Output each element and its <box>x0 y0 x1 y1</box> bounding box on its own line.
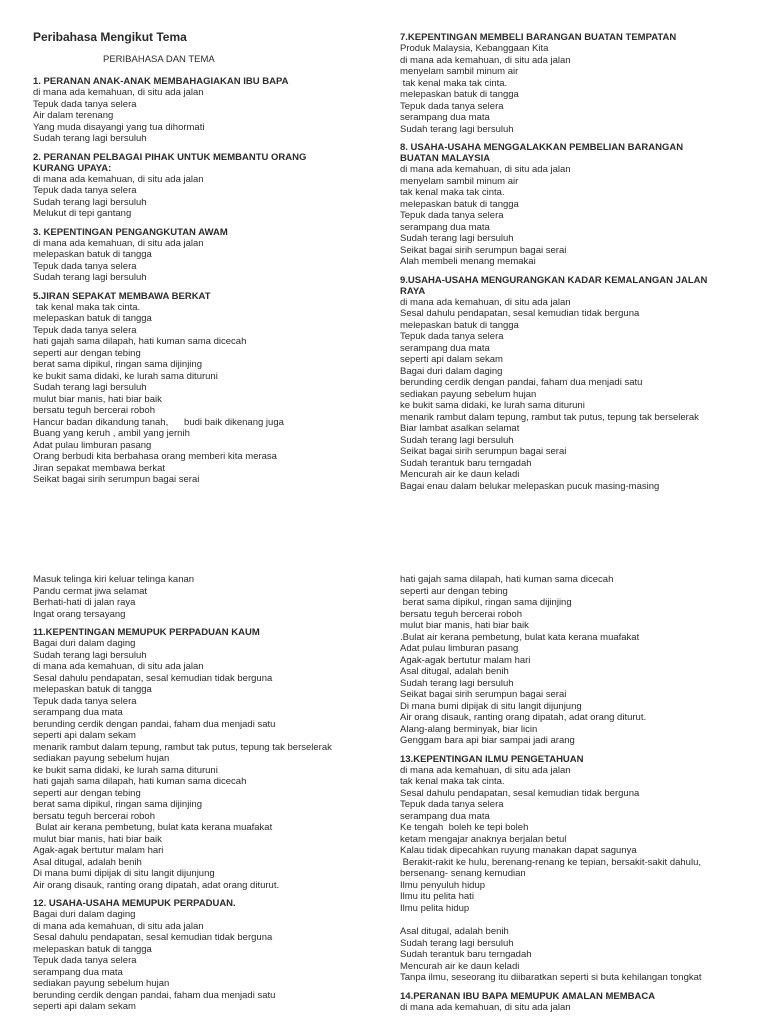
proverb-line: Sesal dahulu pendapatan, sesal kemudian tidak berguna <box>33 932 273 943</box>
proverb-line: mulut biar manis, hati biar baik <box>33 833 162 845</box>
proverb-line: di mana ada kemahuan, di situ ada jalan <box>400 54 571 66</box>
proverb-line: di mana ada kemahuan, di situ ada jalan <box>33 661 204 672</box>
proverb-line: Sesal dahulu pendapatan, sesal kemudian tidak berguna <box>33 672 273 684</box>
proverb-line: Sudah terang lagi bersuluh <box>400 937 514 949</box>
proverb-section <box>33 291 373 486</box>
proverb-line: mulut biar manis, hati biar baik <box>33 393 162 405</box>
proverb-line: sediakan payung sebelum hujan <box>33 978 170 989</box>
proverb-line: Adat pulau limburan pasang <box>33 439 152 451</box>
proverb-line: serampang dua mata <box>400 221 490 233</box>
document-subtitle: PERIBAHASA DAN TEMA <box>103 54 215 65</box>
proverb-line: menarik rambut dalam tepung, rambut tak putus, tepung tak berselerak <box>33 741 332 753</box>
section-title: 3. KEPENTINGAN PENGANGKUTAN AWAM <box>33 226 228 238</box>
section-title: 12. USAHA-USAHA MEMUPUK PERPADUAN. <box>33 898 236 909</box>
proverb-line: Sudah terang lagi bersuluh <box>400 677 514 689</box>
proverb-line: Seikat bagai sirih serumpun bagai serai <box>400 689 567 700</box>
section-title: 8. USAHA-USAHA MENGGALAKKAN PEMBELIAN BARANGAN BUATAN MALAYSIA <box>400 142 684 164</box>
proverb-line: Mencurah air ke daun keladi <box>400 469 520 480</box>
proverb-line: Seikat bagai sirih serumpun bagai serai <box>33 474 200 485</box>
proverb-line: serampang dua mata <box>33 966 123 978</box>
proverb-line: Agak-agak bertutur malam hari <box>33 845 164 856</box>
proverb-line: Sudah terang lagi bersuluh <box>33 133 147 144</box>
proverb-line: mulut biar manis, hati biar baik <box>400 620 529 631</box>
page-2-left-column <box>33 574 373 1024</box>
proverb-section <box>400 991 740 1014</box>
proverb-line: Sudah terantuk baru terngadah <box>400 949 532 960</box>
proverb-line: menyelam sambil minum air <box>400 175 519 187</box>
page-1-left-column <box>33 30 373 515</box>
proverb-line: Tepuk dada tanya selera <box>400 100 504 112</box>
section-title: 2. PERANAN PELBAGAI PIHAK UNTUK MEMBANTU ORANG KURANG UPAYA: <box>33 151 307 174</box>
proverb-line: Ilmu penyuluh hidup <box>400 879 486 891</box>
proverb-line: tak kenal maka tak cinta. <box>400 77 508 89</box>
proverb-line: menyelam sambil minum air <box>400 66 519 77</box>
section-title: 1. PERANAN ANAK-ANAK MEMBAHAGIAKAN IBU BAPA <box>33 76 289 87</box>
proverb-line: Seikat bagai sirih serumpun bagai serai <box>400 244 567 256</box>
proverb-section <box>400 754 740 984</box>
proverb-line: di mana ada kemahuan, di situ ada jalan <box>400 164 571 175</box>
sections-container <box>33 76 373 486</box>
proverb-line: Tanpa ilmu, seseorang itu diibaratkan seperti si buta kehilangan tongkat <box>400 972 702 983</box>
proverb-line: Bagai enau dalam belukar melepaskan pucuk masing-masing <box>400 480 660 492</box>
proverb-line: Ke tengah boleh ke tepi boleh <box>400 822 529 833</box>
proverb-line: Asal ditugal, adalah benih <box>400 926 509 937</box>
proverb-line: Sudah terang lagi bersuluh <box>33 196 147 208</box>
proverb-line: Melukut di tepi gantang <box>33 208 132 219</box>
proverb-line: Sudah terang lagi bersuluh <box>400 233 514 244</box>
proverb-line: Bagai duri dalam daging <box>33 909 136 920</box>
proverb-section <box>400 32 740 135</box>
proverb-line: Di mana bumi dipijak di situ langit dijunjung <box>33 868 215 879</box>
proverb-line: bersatu teguh bercerai roboh <box>33 810 155 822</box>
proverb-line: Sudah terantuk baru terngadah <box>400 457 532 469</box>
proverb-line: .Bulat air kerana pembetung, bulat kata kerana muafakat <box>400 631 640 643</box>
page-2 <box>0 574 768 1024</box>
proverb-line: Air orang disauk, ranting orang dipatah, adat orang diturut. <box>33 879 280 891</box>
proverb-line: ketam mengajar anaknya berjalan betul <box>400 833 567 845</box>
proverb-line: serampang dua mata <box>400 342 490 354</box>
proverb-line: Sudah terang lagi bersuluh <box>33 272 147 283</box>
proverb-line: Buang yang keruh , ambil yang jernih <box>33 428 190 439</box>
proverb-line: tak kenal maka tak cinta. <box>33 301 141 313</box>
section-title: 7.KEPENTINGAN MEMBELI BARANGAN BUATAN TEMPATAN <box>400 32 677 43</box>
proverb-line: berunding cerdik dengan pandai, faham dua menjadi satu <box>400 377 643 388</box>
section-title: 9.USAHA-USAHA MENGURANGKAN KADAR KEMALANGAN JALAN RAYA <box>400 274 708 297</box>
proverb-line: seperti api dalam sekam <box>33 730 136 741</box>
proverb-line: Tepuk dada tanya selera <box>400 210 504 221</box>
proverb-line: di mana ada kemahuan, di situ ada jalan <box>33 87 204 98</box>
proverb-line: Bagai duri dalam daging <box>33 638 136 649</box>
proverb-line: Di mana bumi dipijak di situ langit dijunjung <box>400 700 582 712</box>
proverb-line: Alah membeli menang memakai <box>400 256 536 267</box>
proverb-section <box>33 152 373 220</box>
proverb-line: Tepuk dada tanya selera <box>33 324 137 336</box>
proverb-line: menarik rambut dalam tepung, rambut tak putus, tepung tak berselerak <box>400 411 699 423</box>
proverb-section <box>33 227 373 284</box>
proverb-line: Sesal dahulu pendapatan, sesal kemudian tidak berguna <box>400 787 640 799</box>
proverb-line: hati gajah sama dilapah, hati kuman sama dicecah <box>33 336 247 347</box>
proverb-line: hati gajah sama dilapah, hati kuman sama dicecah <box>400 574 614 585</box>
proverb-line: Bulat air kerana pembetung, bulat kata kerana muafakat <box>33 822 273 833</box>
proverb-line: tak kenal maka tak cinta. <box>400 187 505 198</box>
proverb-line: Alang-alang berminyak, biar licin <box>400 723 538 735</box>
proverb-line: tak kenal maka tak cinta. <box>400 776 505 787</box>
proverb-line: Asal ditugal, adalah benih <box>33 856 142 868</box>
proverb-line: Kalau tidak dipecahkan ruyung manakan dapat sagunya <box>400 845 637 856</box>
proverb-line: Adat pulau limburan pasang <box>400 643 519 654</box>
proverb-line: Sudah terang lagi bersuluh <box>33 649 147 661</box>
page-2-right-column <box>400 574 740 1024</box>
proverb-line: melepaskan batuk di tangga <box>33 313 152 324</box>
proverb-section <box>400 142 740 268</box>
proverb-line: Tepuk dada tanya selera <box>33 98 137 110</box>
proverb-line: melepaskan batuk di tangga <box>400 198 519 210</box>
proverb-section <box>33 898 373 1013</box>
proverb-line: Air dalam terenang <box>33 110 114 121</box>
proverb-line: Genggam bara api biar sampai jadi arang <box>400 735 575 746</box>
proverb-line: bersatu teguh bercerai roboh <box>400 608 522 620</box>
proverb-line: melepaskan batuk di tangga <box>33 943 152 955</box>
proverb-section <box>33 76 373 145</box>
proverb-line: Asal ditugal, adalah benih <box>400 666 509 677</box>
proverb-line: melepaskan batuk di tangga <box>33 249 152 260</box>
proverb-line: Tepuk dada tanya selera <box>33 260 137 272</box>
proverb-line: ke bukit sama didaki, ke lurah sama dituruni <box>33 764 218 776</box>
proverb-line: Jiran sepakat membawa berkat <box>33 462 166 474</box>
blank-line <box>400 914 740 926</box>
proverb-line: sediakan payung sebelum hujan <box>400 388 537 400</box>
proverb-line: serampang dua mata <box>33 707 123 718</box>
proverb-line: ke bukit sama didaki, ke lurah sama dituruni <box>33 370 218 382</box>
sections-container <box>400 32 740 492</box>
proverb-line: berunding cerdik dengan pandai, faham dua menjadi satu <box>33 718 276 730</box>
proverb-line: Yang muda disayangi yang tua dihormati <box>33 121 205 133</box>
proverb-line: Produk Malaysia, Kebanggaan Kita <box>400 43 549 54</box>
proverb-line: Sudah terang lagi bersuluh <box>33 382 147 393</box>
proverb-line: Ingat orang tersayang <box>33 608 126 620</box>
proverb-line: Sudah terang lagi bersuluh <box>400 434 514 446</box>
proverb-line: Hancur badan dikandung tanah, budi baik dikenang juga <box>33 416 284 428</box>
section-title: 11.KEPENTINGAN MEMUPUK PERPADUAN KAUM <box>33 627 260 638</box>
proverb-line: Biar lambat asalkan selamat <box>400 423 520 434</box>
proverb-line: Seikat bagai sirih serumpun bagai serai <box>400 446 567 457</box>
proverb-line: bersatu teguh bercerai roboh <box>33 405 155 416</box>
proverb-line: Tepuk dada tanya selera <box>33 185 137 196</box>
proverb-line: Agak-agak bertutur malam hari <box>400 654 531 666</box>
proverb-line: seperti aur dengan tebing <box>400 585 508 597</box>
proverb-line: Masuk telinga kiri keluar telinga kanan <box>33 574 195 585</box>
proverb-line: Mencurah air ke daun keladi <box>400 960 520 972</box>
proverb-line: Pandu cermat jiwa selamat <box>33 585 148 597</box>
proverb-line: berat sama dipikul, ringan sama dijinjing <box>400 597 572 608</box>
proverb-line: ke bukit sama didaki, ke lurah sama dituruni <box>400 400 585 411</box>
proverb-line: di mana ada kemahuan, di situ ada jalan <box>33 920 204 932</box>
proverb-section <box>400 275 740 493</box>
proverb-line: Air orang disauk, ranting orang dipatah, adat orang diturut. <box>400 712 647 723</box>
proverb-line: Tepuk dada tanya selera <box>400 799 504 810</box>
proverb-line: di mana ada kemahuan, di situ ada jalan <box>33 237 204 249</box>
proverb-line: berunding cerdik dengan pandai, faham dua menjadi satu <box>33 989 276 1001</box>
proverb-line: seperti aur dengan tebing <box>33 787 141 799</box>
proverb-line: Ilmu pelita hidup <box>400 902 470 914</box>
proverb-line: di mana ada kemahuan, di situ ada jalan <box>400 764 571 776</box>
proverb-line: Tepuk dada tanya selera <box>33 955 137 966</box>
proverb-line: Berhati-hati di jalan raya <box>33 597 136 608</box>
proverb-section <box>33 627 373 891</box>
page-1-right-column <box>400 32 740 517</box>
proverb-line: melepaskan batuk di tangga <box>400 319 519 331</box>
proverb-line: bersenang- senang kemudian <box>400 868 526 879</box>
proverb-line: Tepuk dada tanya selera <box>400 331 504 342</box>
section-title: 14.PERANAN IBU BAPA MEMUPUK AMALAN MEMBACA <box>400 990 656 1002</box>
proverb-line: seperti aur dengan tebing <box>33 347 141 359</box>
proverb-section <box>33 574 373 620</box>
proverb-line: di mana ada kemahuan, di situ ada jalan <box>33 173 204 185</box>
proverb-line: serampang dua mata <box>400 810 490 822</box>
proverb-line: Sesal dahulu pendapatan, sesal kemudian tidak berguna <box>400 308 640 319</box>
proverb-line: Orang berbudi kita berbahasa orang memberi kita merasa <box>33 451 277 462</box>
proverb-line: melepaskan batuk di tangga <box>33 684 152 695</box>
proverb-line: Berakit-rakit ke hulu, berenang-renang ke tepian, bersakit-sakit dahulu, <box>400 856 702 868</box>
proverb-line: di mana ada kemahuan, di situ ada jalan <box>400 1001 571 1013</box>
sections-container <box>400 574 740 1013</box>
proverb-line: Bagai duri dalam daging <box>400 365 503 377</box>
proverb-line: Tepuk dada tanya selera <box>33 695 137 707</box>
proverb-line: berat sama dipikul, ringan sama dijinjing <box>33 799 202 810</box>
section-title: 5.JIRAN SEPAKAT MEMBAWA BERKAT <box>33 290 211 302</box>
proverb-line: melepaskan batuk di tangga <box>400 89 519 100</box>
proverb-line: berat sama dipikul, ringan sama dijinjing <box>33 359 202 370</box>
proverb-line: seperti api dalam sekam <box>33 1001 136 1012</box>
proverb-line: di mana ada kemahuan, di situ ada jalan <box>400 296 571 308</box>
section-title: 13.KEPENTINGAN ILMU PENGETAHUAN <box>400 753 584 765</box>
proverb-line: Ilmu itu pelita hati <box>400 891 474 902</box>
proverb-line: serampang dua mata <box>400 112 490 123</box>
proverb-line: seperti api dalam sekam <box>400 354 503 365</box>
document-title: Peribahasa Mengikut Tema <box>33 30 187 44</box>
proverb-line: hati gajah sama dilapah, hati kuman sama dicecah <box>33 776 247 787</box>
sections-container <box>33 574 373 1013</box>
proverb-line: Sudah terang lagi bersuluh <box>400 123 514 135</box>
proverb-section <box>400 574 740 747</box>
proverb-line: sediakan payung sebelum hujan <box>33 753 170 764</box>
